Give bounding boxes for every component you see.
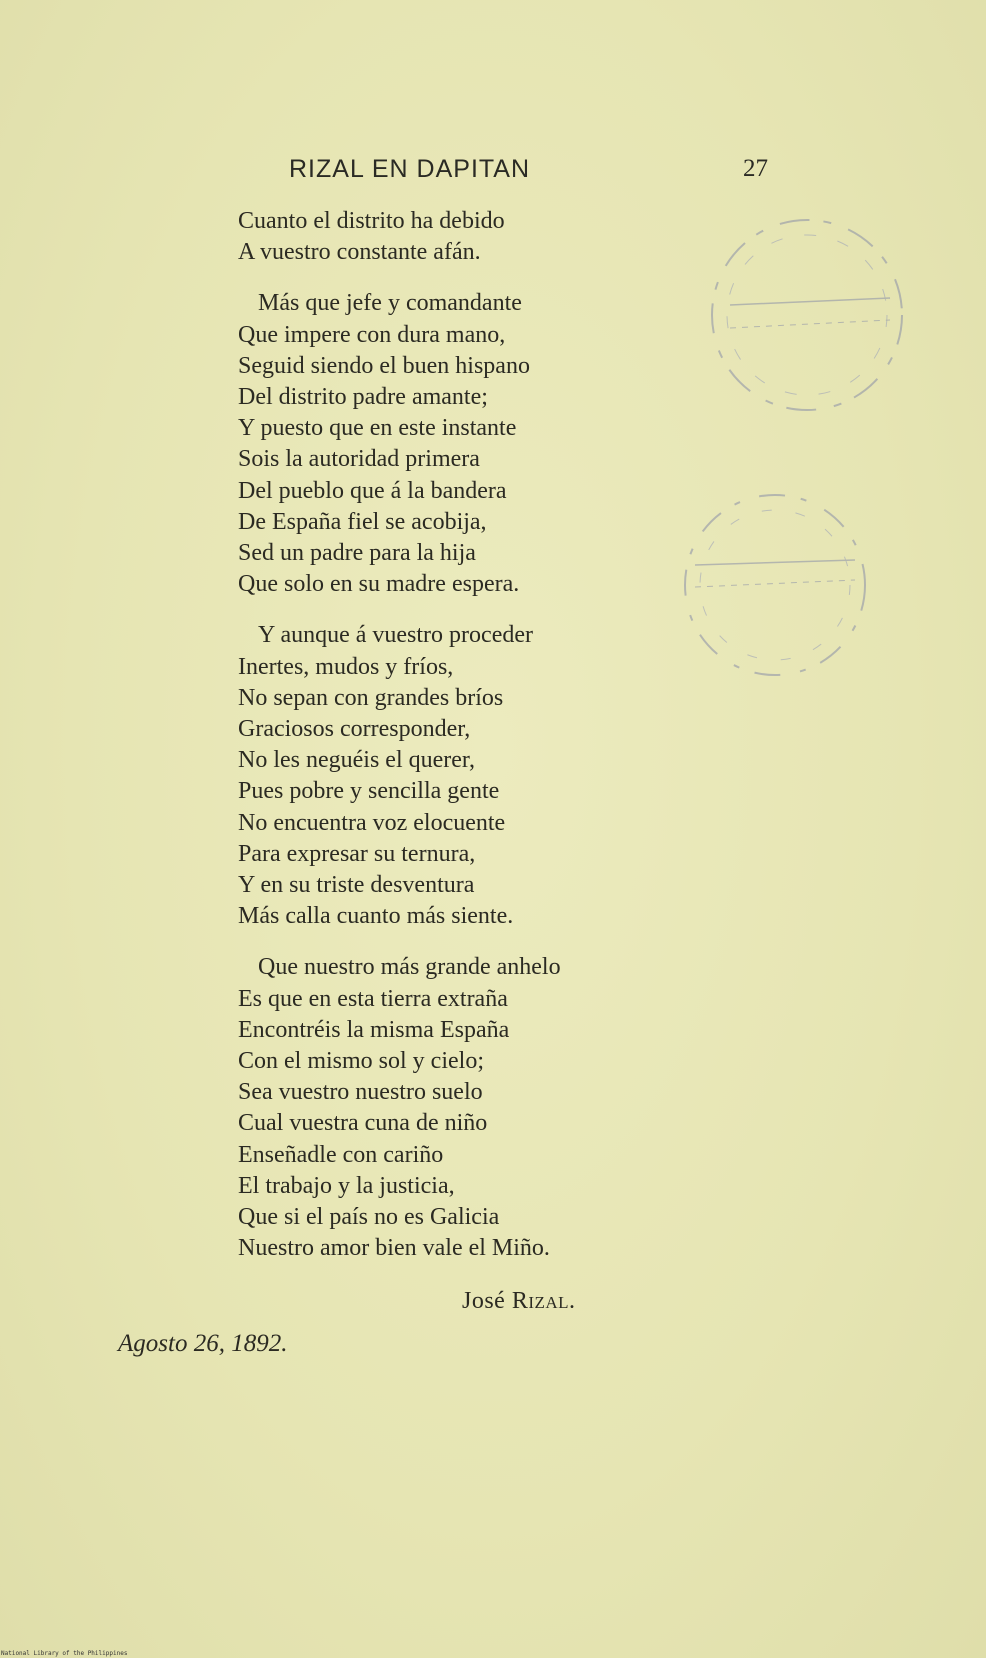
poem-line: Y en su triste desventura: [238, 872, 475, 899]
stanza-1: [238, 206, 658, 268]
poem-line: No sepan con grandes bríos: [238, 684, 504, 711]
poem-line: De España fiel se acobija,: [238, 508, 487, 535]
poem-line: Cual vuestra cuna de niño: [238, 1110, 488, 1137]
poem-line: No encuentra voz elocuente: [238, 809, 506, 836]
poem-line: Seguid siendo el buen hispano: [238, 352, 530, 379]
library-stamp-icon: [670, 485, 880, 690]
poem-line: Graciosos corresponder,: [238, 716, 471, 743]
poem-line: Enseñadle con cariño: [238, 1141, 444, 1168]
poem-line: Para expresar su ternura,: [238, 840, 476, 867]
poem-line: Cuanto el distrito ha debido: [238, 208, 505, 234]
running-title: RIZAL EN DAPITAN: [289, 155, 531, 183]
stanza-3: [238, 620, 658, 932]
poem-line: Que impere con dura mano,: [238, 321, 506, 348]
poem-line: Con el mismo sol y cielo;: [238, 1048, 484, 1075]
poem-line: Es que en esta tierra extraña: [238, 985, 508, 1012]
poem-line: Y puesto que en este instante: [238, 415, 517, 442]
poem-line: Más calla cuanto más siente.: [238, 903, 514, 930]
poem-line: Más que jefe y comandante: [258, 290, 522, 317]
poem-line: Nuestro amor bien vale el Miño.: [238, 1235, 550, 1262]
stanza-2: [238, 288, 658, 600]
poem-line: Sea vuestro nuestro suelo: [238, 1079, 483, 1106]
page-number: 27: [743, 155, 768, 182]
poem-line: Que solo en su madre espera.: [238, 571, 520, 598]
poem-line: Del pueblo que á la bandera: [238, 477, 507, 504]
poem-line: Inertes, mudos y fríos,: [238, 653, 454, 680]
poem-line: Del distrito padre amante;: [238, 384, 488, 411]
poem-line: A vuestro constante afán.: [238, 239, 481, 266]
poem-line: Que nuestro más grande anhelo: [258, 954, 561, 981]
poem-line: Encontréis la misma España: [238, 1016, 510, 1043]
author-last-name: Rizal.: [511, 1288, 576, 1314]
poem-line: No les neguéis el querer,: [238, 747, 475, 774]
poem-line: El trabajo y la justicia,: [238, 1172, 455, 1199]
poem-line: Pues pobre y sencilla gente: [238, 778, 500, 805]
poem-date: Agosto 26, 1892.: [118, 1330, 288, 1357]
scan-credit: National Library of the Philippines: [1, 1650, 128, 1657]
author-first-name: José: [462, 1288, 506, 1314]
author-signature: [462, 1288, 576, 1315]
poem-line: Sed un padre para la hija: [238, 540, 476, 567]
poem-line: Y aunque á vuestro proceder: [258, 622, 533, 649]
library-stamp-icon: [700, 210, 915, 430]
poem: [238, 206, 658, 1265]
stanza-4: [238, 952, 658, 1264]
poem-line: Que si el país no es Galicia: [238, 1204, 500, 1231]
poem-line: Sois la autoridad primera: [238, 446, 480, 473]
